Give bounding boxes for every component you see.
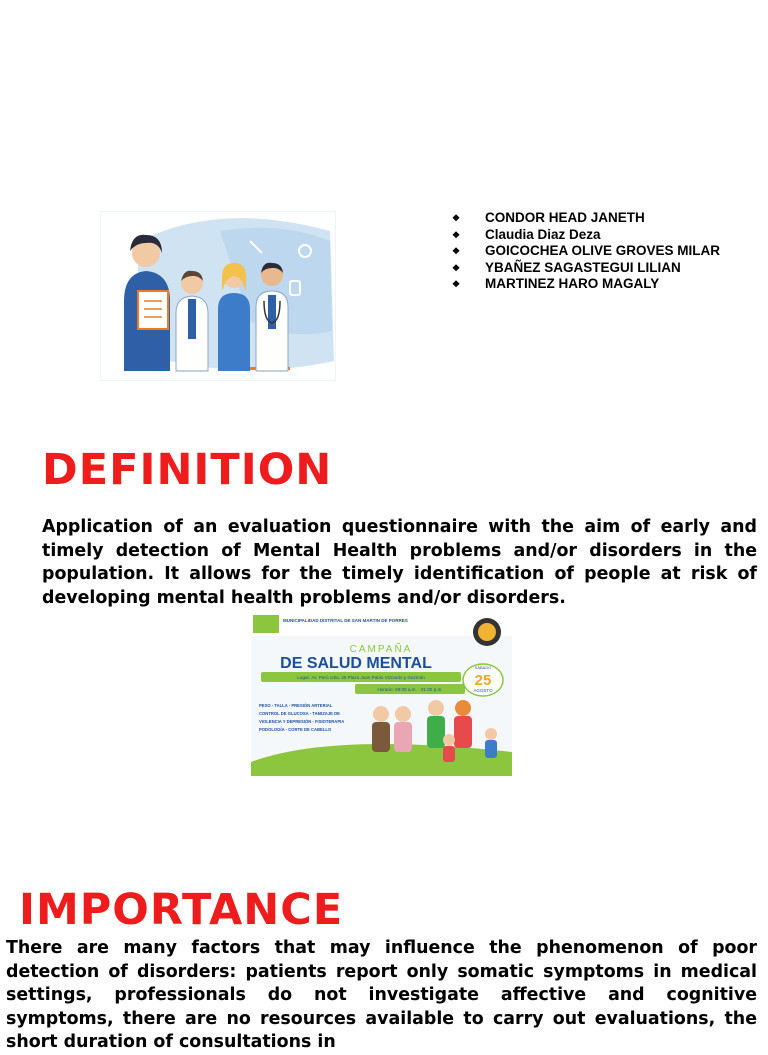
poster-service: PESO - TALLA - PRESIÓN ARTERIAL: [259, 703, 333, 708]
author-name: Claudia Diaz Deza: [485, 226, 601, 242]
poster-day-number: 25: [474, 672, 492, 689]
poster-place: Lugar: Av. Perú cdra. 35 Plaza Juan Pablo Vizcardo y Guzmán: [297, 675, 425, 680]
author-name: MARTINEZ HARO MAGALY: [485, 276, 660, 292]
list-item: [452, 260, 762, 277]
poster-service: PODOLOGÍA - CORTE DE CABELLO: [259, 727, 332, 732]
poster-service: VIOLENCIA Y DEPRESIÓN - FISIOTERAPIA: [259, 719, 345, 724]
author-name: CONDOR HEAD JANETH: [485, 210, 645, 225]
poster-month: AGOSTO: [473, 688, 493, 693]
author-list: [452, 210, 762, 293]
diamond-bullet-icon: ❖: [452, 213, 461, 223]
definition-heading: DEFINITION: [42, 445, 333, 495]
diamond-bullet-icon: ❖: [452, 246, 461, 257]
poster-hours: Horario: 08:00 a.m. - 01:00 p.m.: [377, 687, 443, 692]
poster-day-label: SÁBADO: [474, 665, 492, 670]
list-item: [452, 210, 762, 227]
diamond-bullet-icon: ❖: [452, 262, 461, 273]
diamond-bullet-icon: ❖: [452, 229, 461, 240]
list-item: [452, 227, 762, 244]
author-name: GOICOCHEA OLIVE GROVES MILAR: [485, 243, 721, 259]
diamond-bullet-icon: ❖: [452, 279, 461, 290]
campaign-poster-image: [251, 612, 512, 776]
health-workers-illustration: [100, 211, 336, 381]
poster-campaign-main: DE SALUD MENTAL: [280, 655, 432, 672]
poster-campaign-top: CAMPAÑA: [349, 644, 413, 655]
list-item: [452, 276, 762, 293]
definition-paragraph: Application of an evaluation questionnaire with the aim of early and timely detection of Mental Health problems and/or disorders in the population. It allows for the timely identification of people at risk of developing mental health problems and/or disorders.: [42, 517, 757, 608]
municipality-logo-icon: [253, 615, 279, 633]
poster-service: CONTROL DE GLUCOSA - TAMIZAJE DE: [259, 711, 340, 716]
poster-municipality: MUNICIPALIDAD DISTRITAL DE SAN MARTIN DE PORRES: [283, 618, 408, 623]
author-name: YBAÑEZ SAGASTEGUI LILIAN: [485, 259, 681, 275]
importance-heading: IMPORTANCE: [19, 885, 344, 935]
list-item: [452, 243, 762, 260]
importance-paragraph: There are many factors that may influence the phenomenon of poor detection of disorders: patients report only somatic symptoms in medical settings, professionals do not investigate affective and cognitive symptoms, there are no resources available to carry out evaluations, the short duration of consultations in: [6, 938, 757, 1053]
